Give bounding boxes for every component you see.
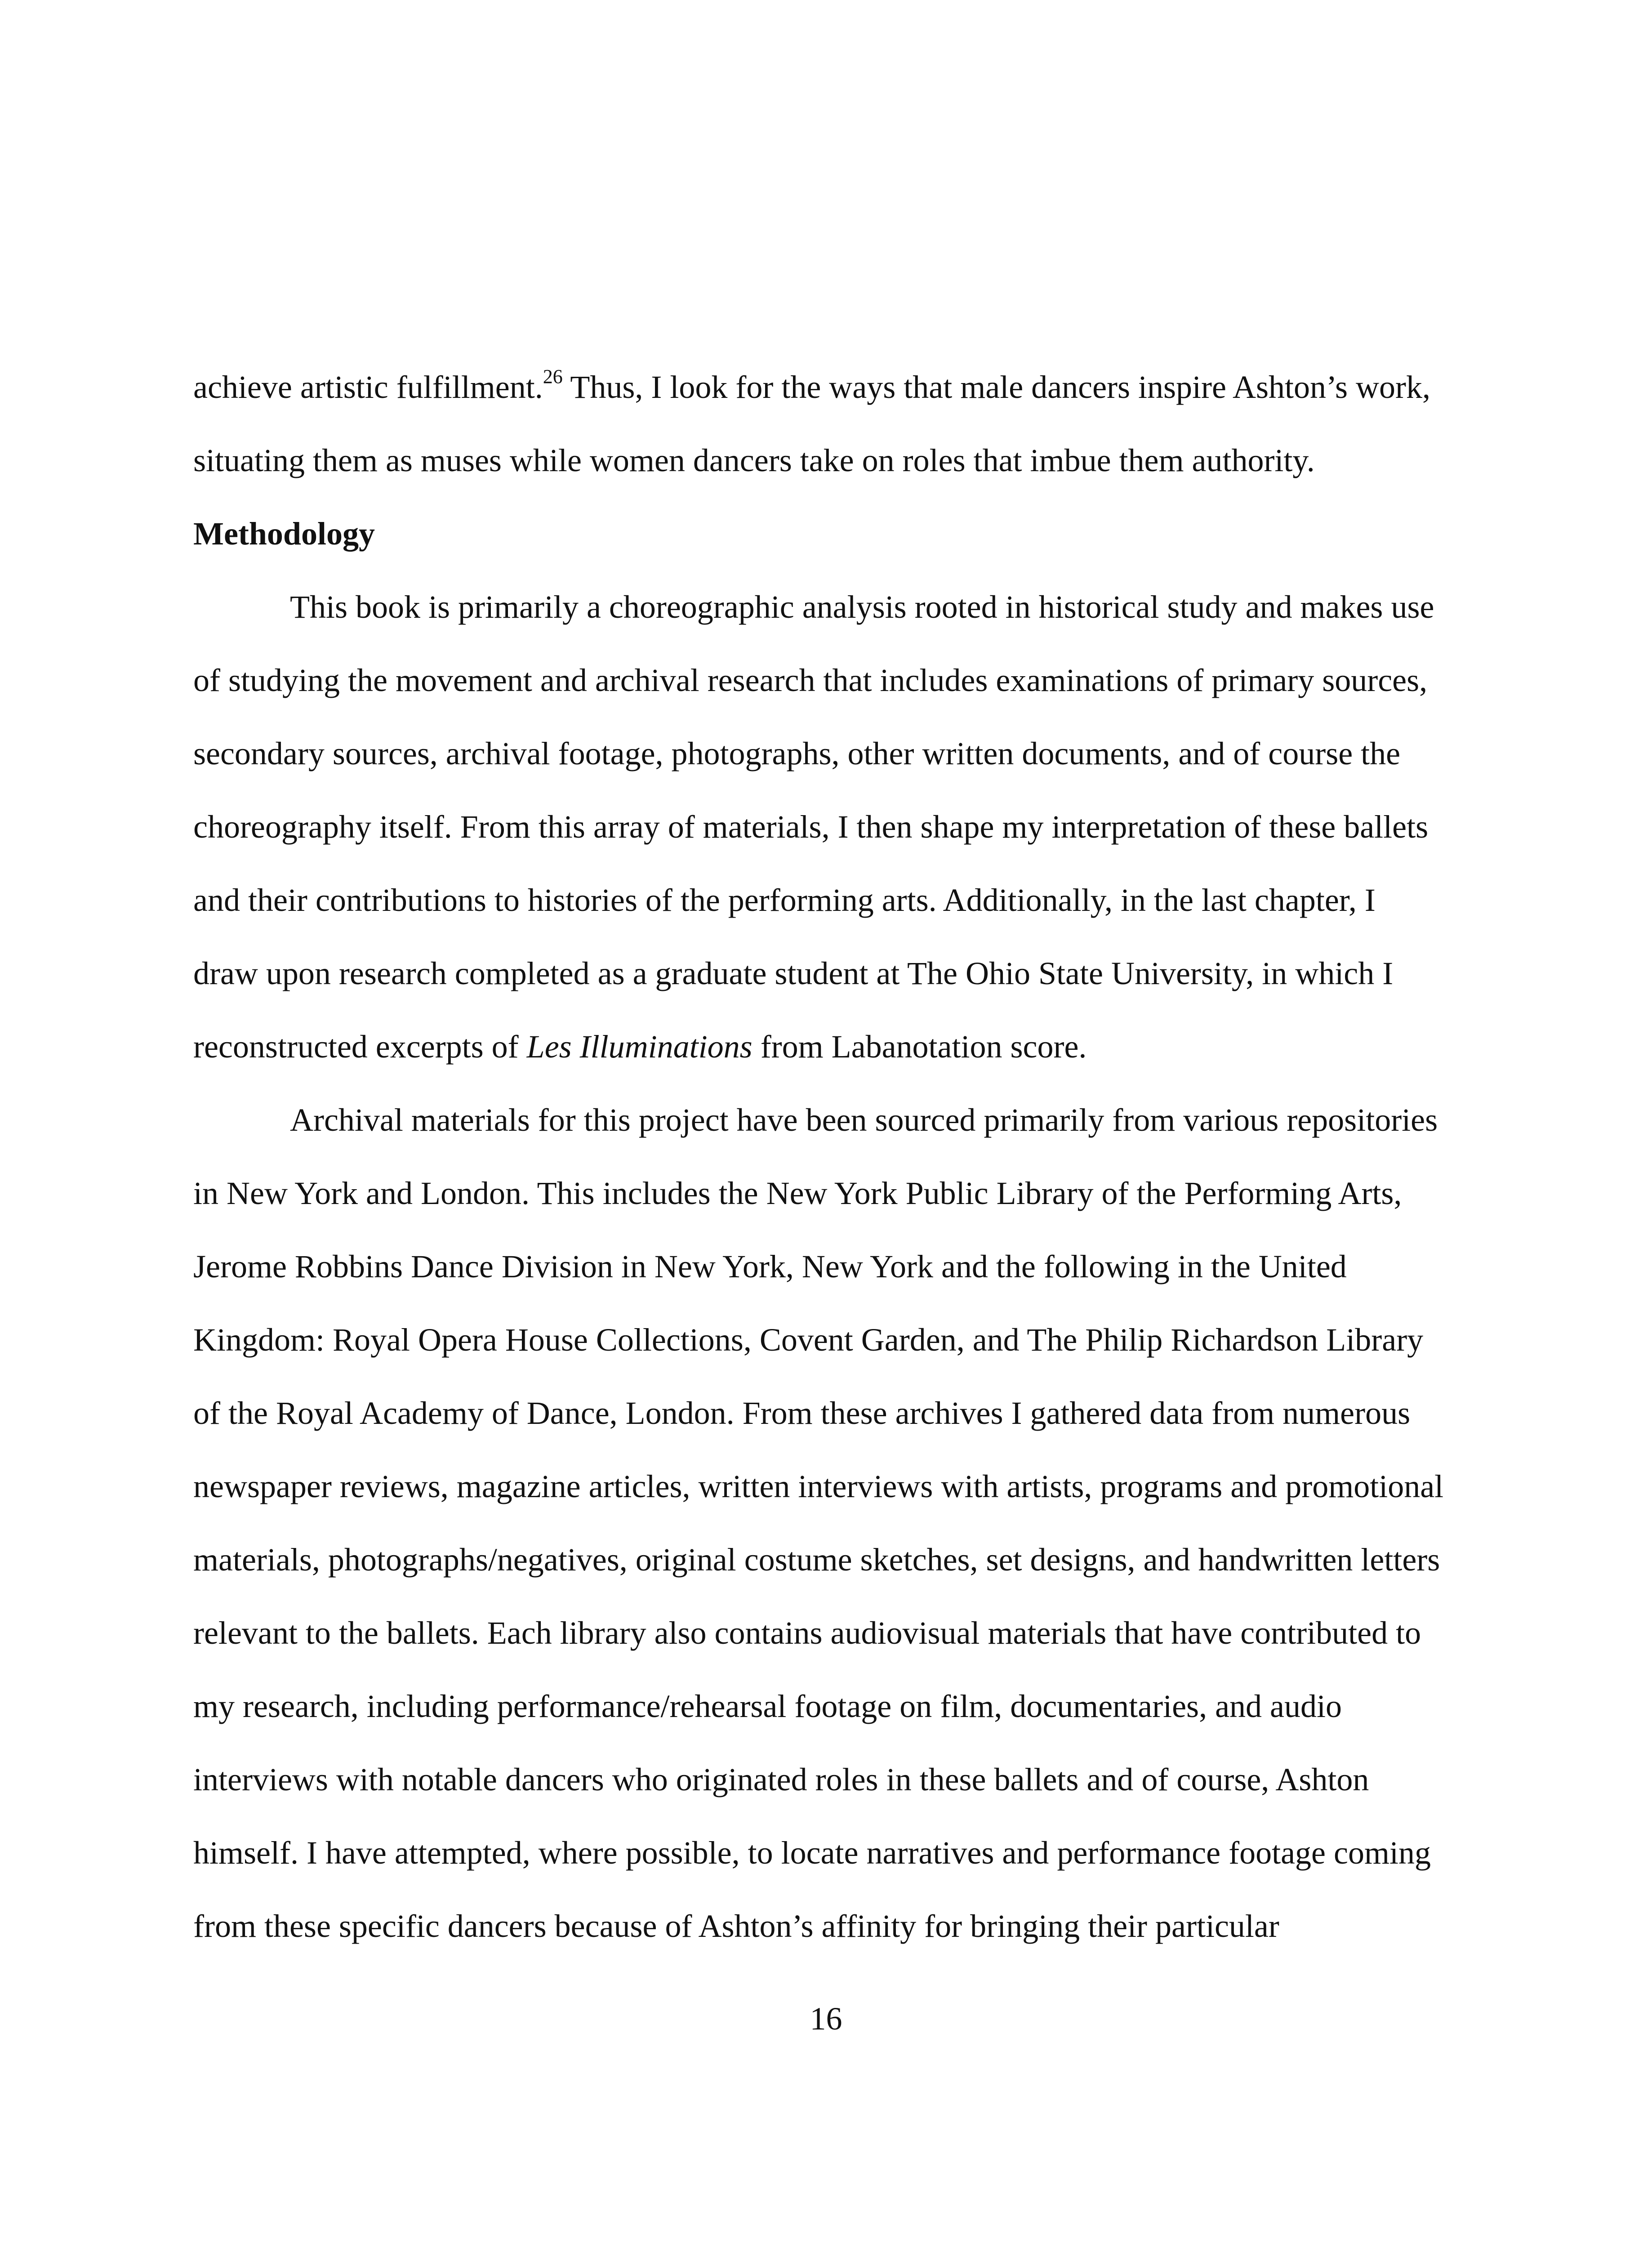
text-run: achieve artistic fulfillment. [193,369,543,405]
paragraph-first-line: This book is primarily a choreographic analysis rooted in historical study and makes use [290,589,1434,625]
text-line: interviews with notable dancers who originated roles in these ballets and of course, Ashton [193,1762,1369,1798]
text-run: from Labanotation score. [752,1029,1087,1065]
text-line [193,351,1465,424]
body-text [193,351,1465,1963]
text-run: Thus, I look for the ways that male dancers inspire Ashton’s work, [562,369,1431,405]
text-line: secondary sources, archival footage, photographs, other written documents, and of course the [193,736,1401,772]
footnote-reference[interactable]: 26 [543,366,563,388]
text-line: choreography itself. From this array of materials, I then shape my interpretation of these ballets [193,809,1429,845]
text-line: relevant to the ballets. Each library also contains audiovisual materials that have contributed to [193,1615,1421,1651]
text-line: my research, including performance/rehearsal footage on film, documentaries, and audio [193,1688,1342,1724]
section-heading: Methodology [193,516,375,552]
text-line: Kingdom: Royal Opera House Collections, Covent Garden, and The Philip Richardson Library [193,1322,1424,1358]
page-number: 16 [810,2001,842,2037]
text-line: of studying the movement and archival research that includes examinations of primary sources, [193,662,1428,698]
text-line: situating them as muses while women dancers take on roles that imbue them authority. [193,442,1315,478]
text-line: of the Royal Academy of Dance, London. From these archives I gathered data from numerous [193,1395,1411,1431]
paragraph-first-line: Archival materials for this project have been sourced primarily from various repositories [290,1102,1438,1138]
text-run: reconstructed excerpts of [193,1029,527,1065]
text-line: himself. I have attempted, where possible, to locate narratives and performance footage coming [193,1835,1431,1871]
text-line: from these specific dancers because of Ashton’s affinity for bringing their particular [193,1908,1279,1944]
text-line: Jerome Robbins Dance Division in New York, New York and the following in the United [193,1249,1347,1285]
text-line: newspaper reviews, magazine articles, written interviews with artists, programs and promotional [193,1468,1444,1504]
text-line: materials, photographs/negatives, original costume sketches, set designs, and handwritten letters [193,1542,1440,1578]
text-line: in New York and London. This includes the New York Public Library of the Performing Arts, [193,1175,1402,1211]
text-line: and their contributions to histories of the performing arts. Additionally, in the last chapter, I [193,882,1376,918]
italic-title: Les Illuminations [526,1029,753,1065]
text-line [193,1010,1465,1084]
text-line: draw upon research completed as a graduate student at The Ohio State University, in which I [193,955,1394,991]
